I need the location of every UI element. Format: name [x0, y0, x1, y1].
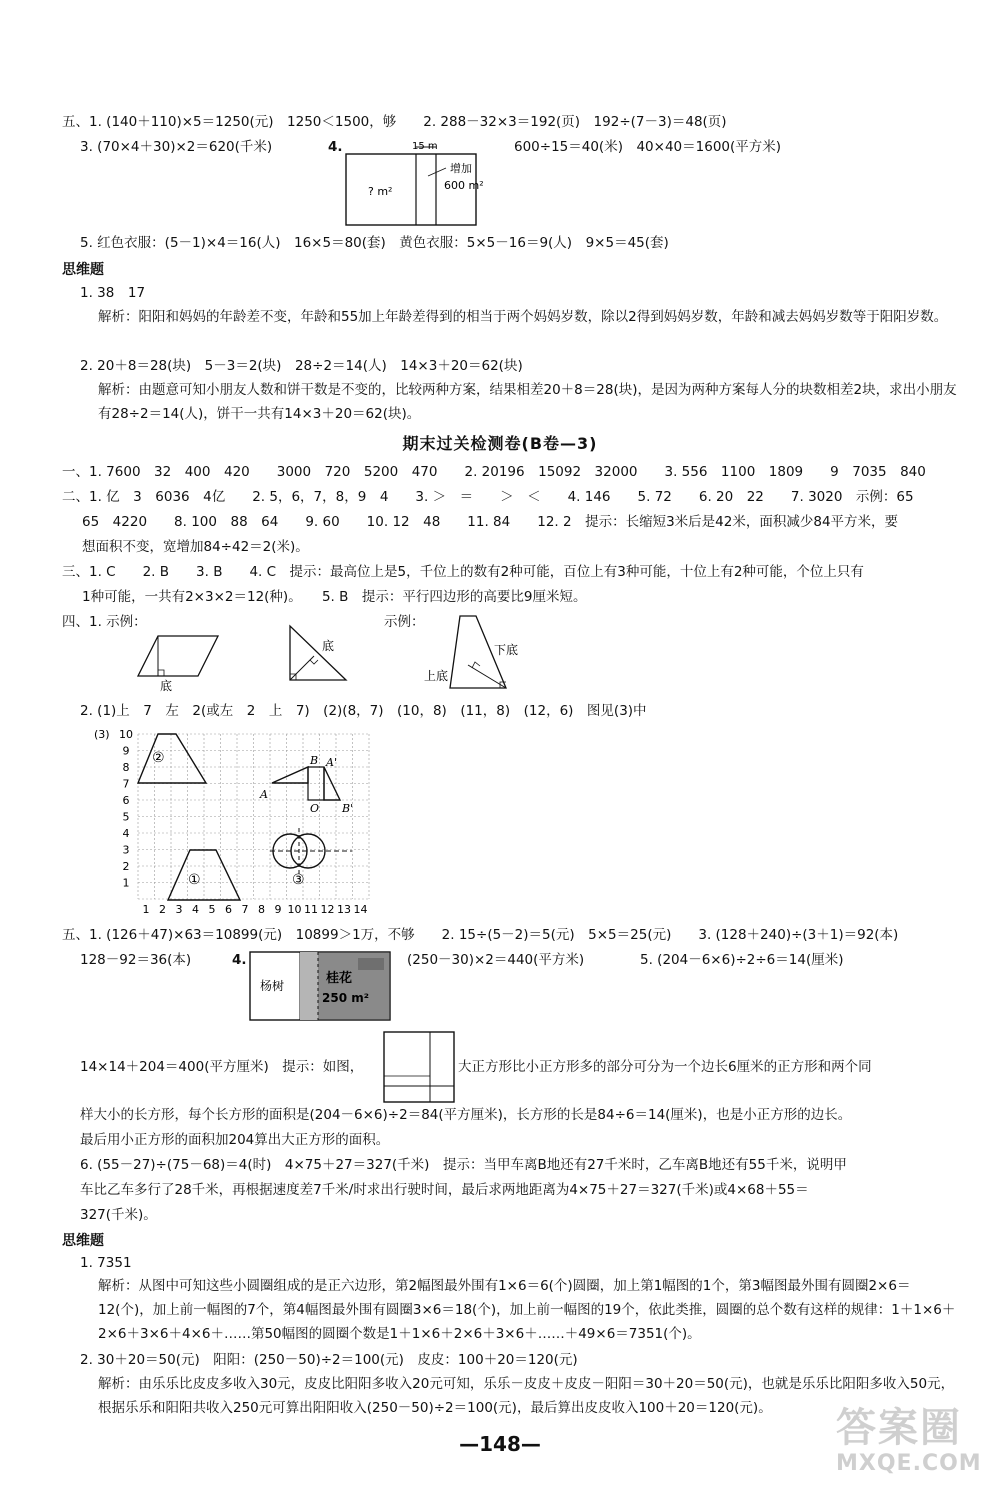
y-tick-label: 2: [122, 860, 130, 873]
x-tick-label: 6: [225, 903, 232, 916]
x-tick-label: 5: [208, 903, 216, 916]
x-tick-label: 9: [274, 903, 282, 916]
y-tick-labels: [119, 728, 133, 890]
square-split-diagram: [382, 1030, 458, 1106]
y-tick-label: 9: [122, 744, 130, 758]
area-label: 250 m²: [322, 991, 369, 1005]
osmanthus-label: 桂花: [326, 971, 353, 986]
part-3-answers-line1: 三、1. C 2. B 3. B 4. C 提示：最高位上是5，千位上的数有2种可能，百位上有3种可能，十位上有2种可能，个位上只有: [62, 564, 864, 580]
y-tick-label: 10: [119, 728, 133, 741]
x-tick-label: 14: [353, 903, 368, 916]
poplar-label: 杨树: [260, 979, 285, 993]
y-tick-label: 8: [122, 761, 130, 774]
width-label: 15 m: [412, 141, 438, 152]
thinking-1-explanation: 解析：阳阳和妈妈的年龄差不变，年龄和55加上年龄差得到的相当于两个妈妈岁数，除以2得到妈妈岁数，年龄和减去妈妈岁数等于阳阳岁数。: [98, 309, 948, 325]
answer-5-4-calc: 600÷15＝40(米) 40×40＝1600(平方米): [514, 139, 782, 155]
answer-5-5-hint-line3: 最后用小正方形的面积加204算出大正方形的面积。: [80, 1132, 390, 1148]
square-field-diagram: [340, 140, 490, 230]
part-3-answers-line2: 1种可能，一共有2×3×2＝12(种)。 5. B 提示：平行四边形的高要比9厘米短。: [82, 589, 587, 605]
part-4-2-answer: 2. (1)上 7 左 2(或左 2 上 7) (2)(8，7) (10，8) (11，8) (12，6) 图见(3)中: [80, 703, 647, 719]
part-2-answers-line1: 二、1. 亿 3 6036 4亿 2. 5，6，7，8，9 4 3. ＞ ＝ ＞ ＜ 4. 146 5. 72 6. 20 22 7. 3020 示例：65: [62, 489, 914, 505]
answer-5-5: 5. 红色衣服：(5－1)×4＝16(人) 16×5＝80(套) 黄色衣服：5×5－16＝9(人) 9×5＝45(套): [80, 235, 669, 251]
part-4-1-label: 四、1. 示例：: [62, 614, 147, 630]
watermark: [836, 1405, 986, 1495]
thinking-2-explanation: 解析：由题意可知小朋友人数和饼干数是不变的，比较两种方案，结果相差20＋8＝28(块)，是因为两种方案每人分的块数相差2块，求出小朋友有28÷2＝14(人)，饼干一共有14×3＋20＝62(块)。: [98, 382, 957, 422]
answer-5-1-2: 五、1. (140＋110)×5＝1250(元) 1250＜1500，够 2. 288－32×3＝192(页) 192÷(7－3)＝48(页): [62, 114, 727, 130]
x-tick-label: 2: [159, 903, 166, 916]
thinking-q2-answer: 2. 30＋20＝50(元) 阳阳：(250－50)÷2＝100(元) 皮皮：100＋20＝120(元): [80, 1352, 578, 1368]
x-tick-labels: [143, 903, 368, 916]
point-a-prime: A': [326, 756, 337, 769]
shape-2-label: ②: [152, 750, 165, 766]
point-b: B: [310, 754, 319, 767]
x-tick-label: 10: [287, 903, 302, 916]
point-a: A: [260, 788, 268, 801]
answer-5-3: 3. (70×4＋30)×2＝620(千米): [80, 139, 273, 155]
increase-label: 增加: [450, 162, 472, 175]
thinking-q2-explanation: 解析：由乐乐比皮皮多收入30元，皮皮比阳阳多收入20元可知，乐乐－皮皮＋皮皮－阳阳＝30＋20＝50(元)，也就是乐乐比阳阳多收入50元，根据乐乐和阳阳共收入250元可算出阳阳收入(250－50)÷2＝100(元)，最后算出皮皮收入100＋20＝120(元)。: [98, 1376, 955, 1416]
answer-5-6-line3: 327(千米)。: [80, 1207, 157, 1223]
x-tick-label: 11: [304, 903, 318, 916]
shape-1-label: ①: [188, 872, 201, 888]
answer-5-4-number: 4.: [328, 139, 343, 155]
unknown-area-label: ? m²: [368, 185, 393, 198]
watermark-url: MXQE.COM: [836, 1451, 982, 1476]
upper-base-label: 上底: [424, 669, 449, 683]
parallelogram-height-figure: [130, 630, 225, 692]
point-b-prime: B': [342, 802, 354, 815]
answer-5-4-number-b: 4.: [232, 952, 247, 968]
part-5-answers-line2: 128－92＝36(本): [80, 952, 192, 968]
y-tick-label: 5: [122, 810, 130, 824]
answer-5-6-line2: 车比乙车多行了28千米，再根据速度差7千米/时求出行驶时间，最后求两地距离为4×75＋27＝327(千米)或4×68＋55＝: [80, 1182, 809, 1198]
x-tick-label: 8: [258, 903, 265, 916]
part-2-answers-line3: 想面积不变，宽增加84÷42＝2(米)。: [82, 539, 309, 555]
answer-5-5-hint: 大正方形比小正方形多的部分可分为一个边长6厘米的正方形和两个同: [458, 1059, 872, 1075]
base-label: 底: [160, 679, 173, 693]
point-o: O: [310, 802, 320, 815]
page-number: —148—: [459, 1432, 541, 1456]
x-tick-label: 7: [241, 903, 249, 916]
example-label: 示例：: [384, 614, 425, 630]
garden-diagram: [248, 950, 398, 1022]
coordinate-grid-figure: [90, 724, 390, 920]
lower-base-label: 下底: [494, 643, 519, 657]
increase-area-label: 600 m²: [444, 179, 484, 192]
answer-5-4-calc-b: (250－30)×2＝440(平方米): [407, 952, 585, 968]
y-tick-label: 6: [122, 794, 130, 807]
x-tick-label: 12: [320, 903, 335, 916]
trapezoid-height-figure: [420, 610, 530, 692]
thinking-q1-explanation: 解析：从图中可知这些小圆圈组成的是正六边形，第2幅图最外围有1×6＝6(个)圆圈，加上第1幅图的1个，第3幅图最外围有圆圈2×6＝12(个)，加上前一幅图的7个，第4幅图最外围有圆圈3×6＝18(个)，加上前一幅图的19个，依此类推，圆圈的总个数有这样的规律：1＋1×6＋2×6＋3×6＋4×6＋……第50幅图的圆圈个数是1＋1×6＋2×6＋3×6＋……＋49×6＝7351(个)。: [98, 1278, 956, 1342]
answer-5-6-line1: 6. (55－27)÷(75－68)＝4(时) 4×75＋27＝327(千米) 提示：当甲车离B地还有27千米时，乙车离B地还有55千米，说明甲: [80, 1157, 847, 1173]
y-tick-label: 4: [122, 827, 130, 840]
y-tick-label: 1: [122, 876, 130, 890]
answer-5-5-result: 14×14＋204＝400(平方厘米) 提示：如图，: [80, 1059, 364, 1075]
thinking-heading: 思维题: [62, 262, 104, 278]
part-5-answers-line1: 五、1. (126＋47)×63＝10899(元) 10899＞1万，不够 2. 15÷(5－2)＝5(元) 5×5＝25(元) 3. (128＋240)÷(3＋1)＝92(本): [62, 927, 899, 943]
thinking-heading-2: 思维题: [62, 1233, 104, 1249]
section-title: 期末过关检测卷(B卷—3): [402, 434, 598, 453]
part-2-answers-line2: 65 4220 8. 100 88 64 9. 60 10. 12 48 11. 84 12. 2 提示：长缩短3米后是42米，面积减少84平方米，要: [82, 514, 899, 530]
thinking-2-answer: 2. 20＋8＝28(块) 5－3＝2(块) 28÷2＝14(人) 14×3＋20＝62(块): [80, 358, 523, 374]
shape-3-label: ③: [292, 872, 305, 888]
part-1-answers: 一、1. 7600 32 400 420 3000 720 5200 470 2. 20196 15092 32000 3. 556 1100 1809 9 7035 840: [62, 464, 926, 480]
thinking-q1-answer: 1. 7351: [80, 1255, 132, 1271]
answer-5-5-calc: 5. (204－6×6)÷2÷6＝14(厘米): [640, 952, 844, 968]
y-tick-label: 3: [122, 843, 130, 857]
thinking-1-answer: 1. 38 17: [80, 285, 146, 301]
watermark-logo-text: 答案圈: [836, 1405, 962, 1451]
y-tick-label: 7: [122, 777, 130, 791]
answer-5-5-hint-line2: 样大小的长方形，每个长方形的面积是(204－6×6)÷2＝84(平方厘米)，长方形的长是84÷6＝14(厘米)，也是小正方形的边长。: [80, 1107, 852, 1123]
x-tick-label: 13: [337, 903, 351, 916]
x-tick-label: 3: [175, 903, 183, 916]
x-tick-label: 4: [192, 903, 199, 916]
figure-label: (3): [94, 728, 110, 741]
base-label: 底: [322, 639, 335, 653]
x-tick-label: 1: [142, 903, 150, 916]
triangle-height-figure: [280, 620, 360, 686]
